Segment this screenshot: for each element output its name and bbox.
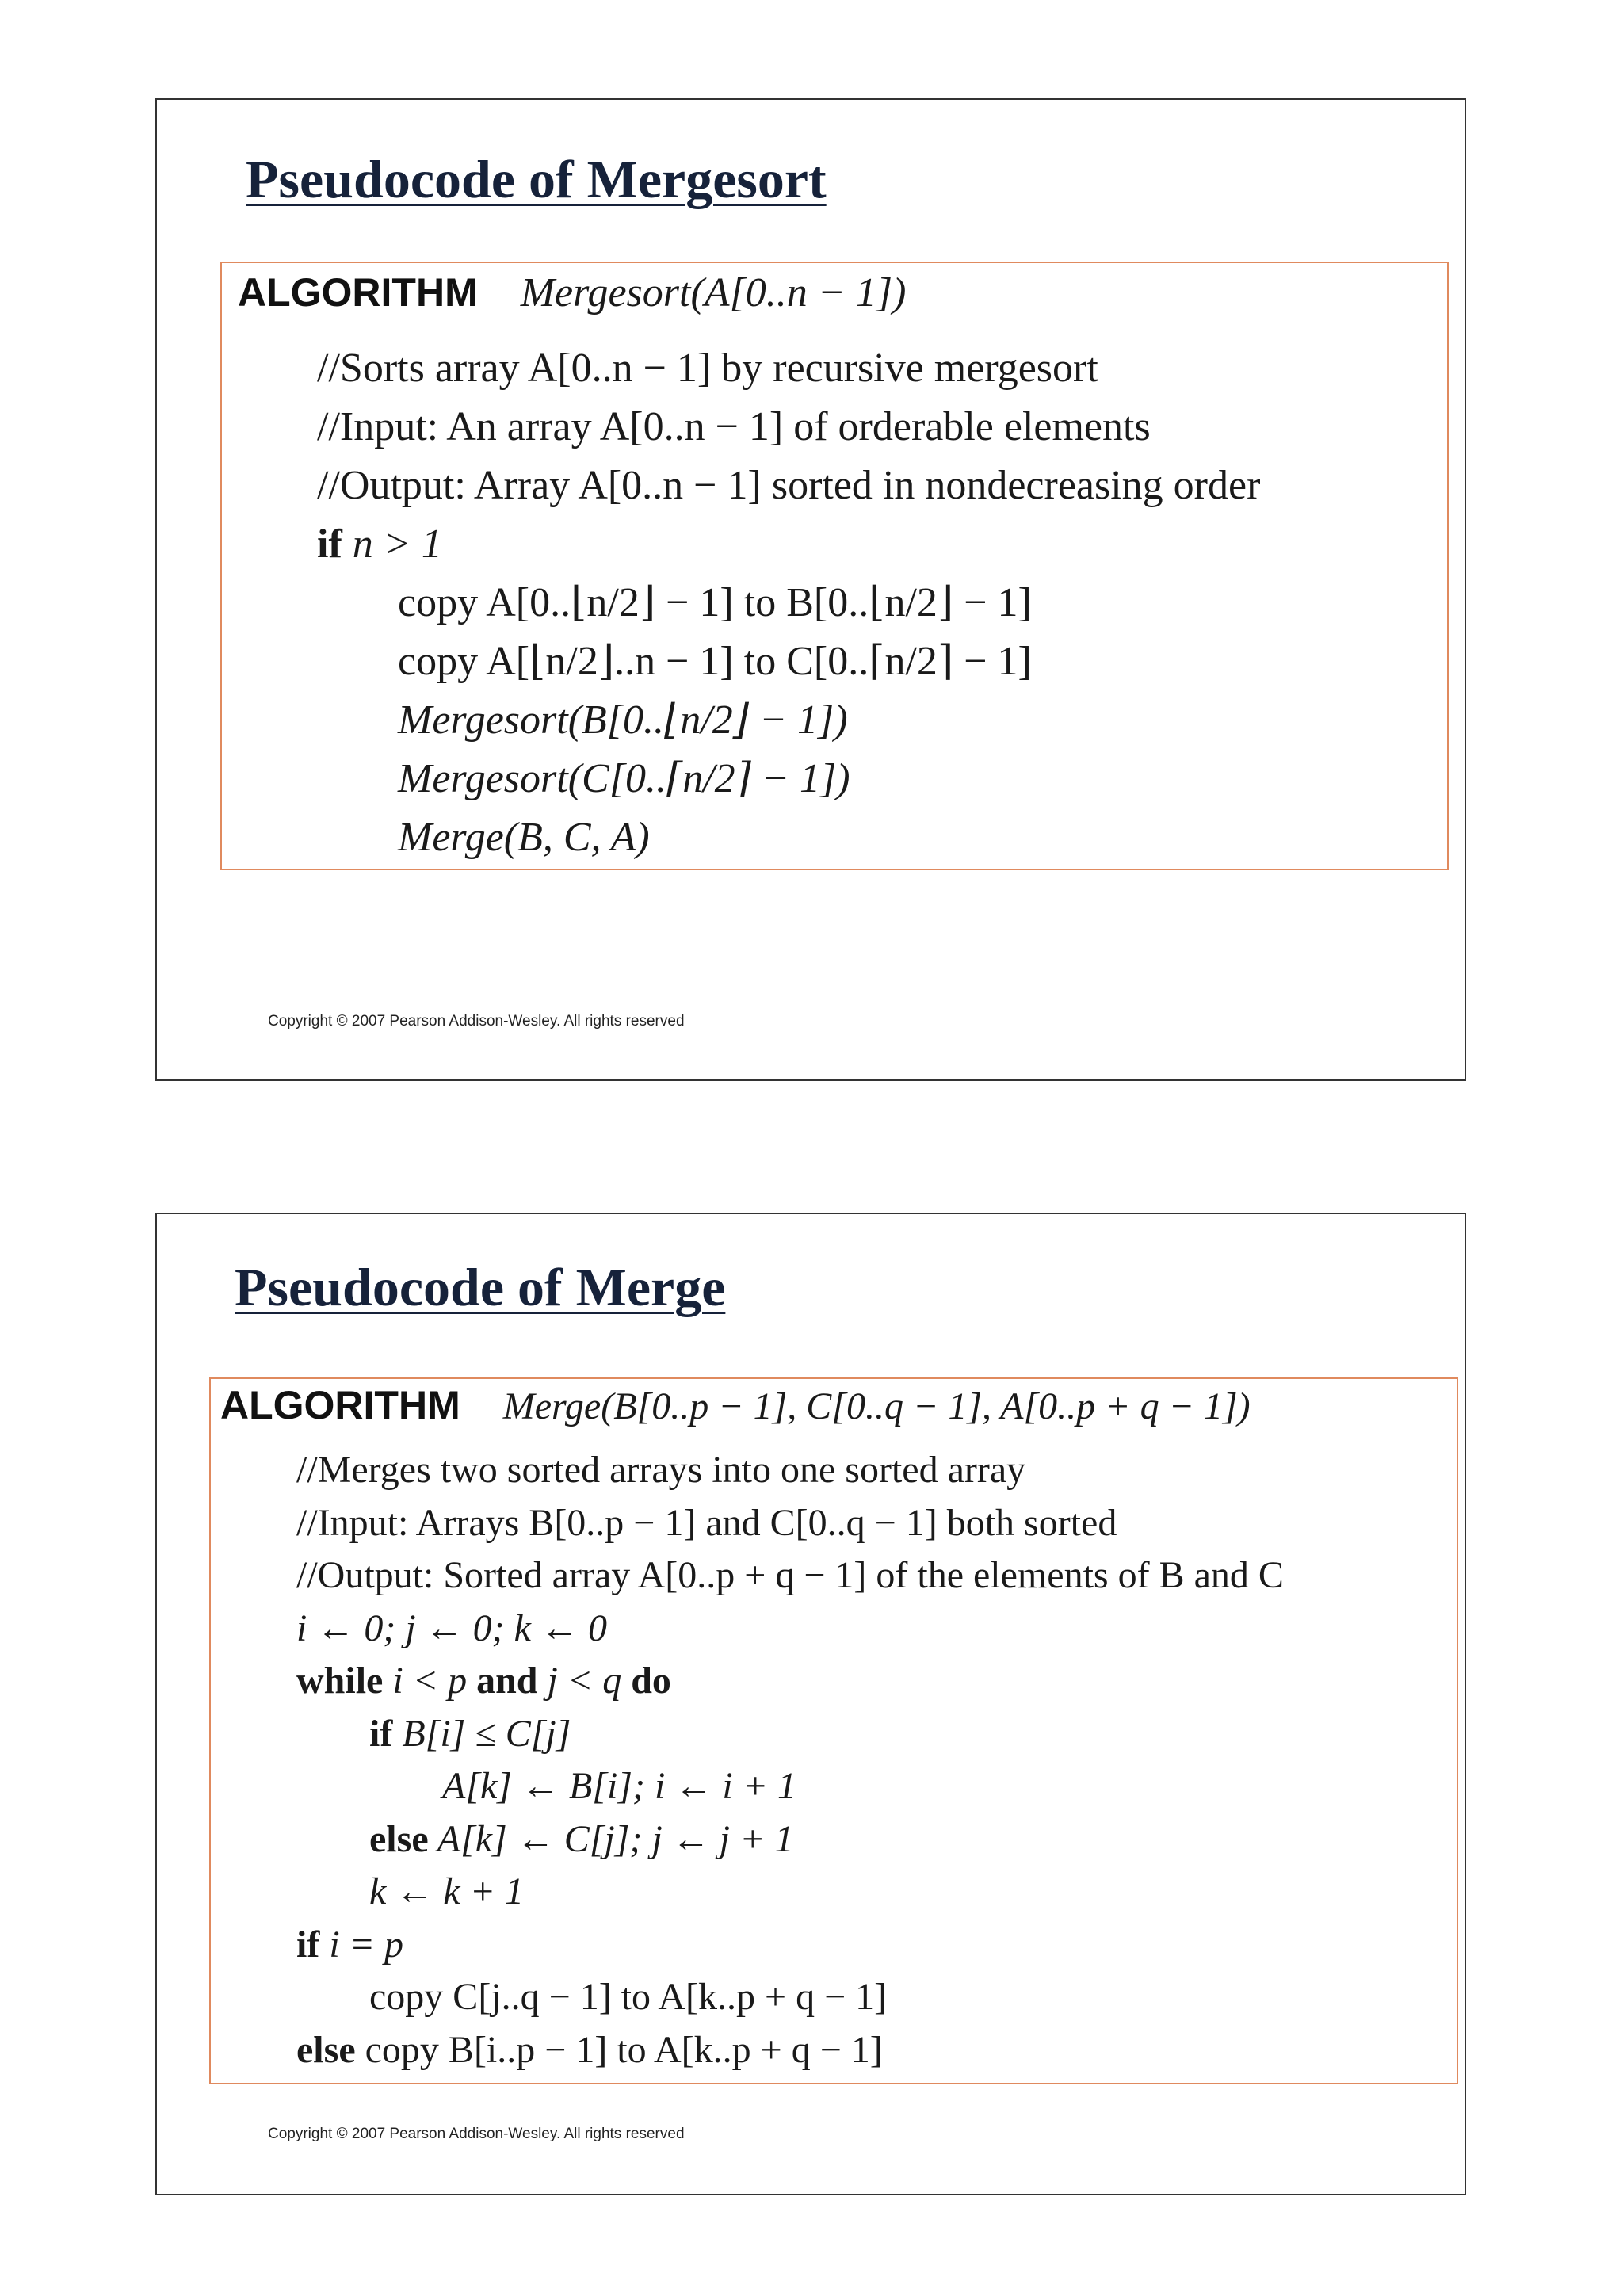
- code-line: [296, 1655, 671, 1707]
- code-token: i ← 0; j ← 0; k ← 0: [296, 1606, 607, 1649]
- code-token: j < q: [537, 1660, 632, 1702]
- code-line: [369, 1813, 794, 1866]
- code-token: i < p: [383, 1660, 477, 1702]
- code-line: [296, 1549, 1284, 1602]
- code-line: [296, 1919, 403, 1971]
- keyword-token: else: [296, 2028, 356, 2071]
- code-line: [317, 515, 442, 574]
- code-line: [369, 1708, 571, 1760]
- code-token: copy A[0..⌊n/2⌋ − 1] to B[0..⌊n/2⌋ − 1]: [398, 580, 1032, 625]
- keyword-token: if: [296, 1923, 320, 1966]
- code-token: //Merges two sorted arrays into one sorted array: [296, 1449, 1026, 1491]
- algorithm-signature: Merge(B[0..p − 1], C[0..q − 1], A[0..p + q − 1]): [502, 1385, 1251, 1427]
- code-line: [296, 1497, 1117, 1549]
- code-token: copy B[i..p − 1] to A[k..p + q − 1]: [355, 2028, 883, 2071]
- algorithm-signature: Mergesort(A[0..n − 1]): [520, 270, 907, 315]
- copyright-notice: Copyright © 2007 Pearson Addison-Wesley. All rights reserved: [268, 2126, 685, 2142]
- code-token: Merge(B, C, A): [398, 815, 650, 860]
- code-token: Mergesort(B[0..⌊n/2⌋ − 1]): [398, 697, 848, 743]
- code-token: //Output: Array A[0..n − 1] sorted in nondecreasing order: [317, 463, 1261, 508]
- slide-merge: [155, 1213, 1466, 2195]
- code-line: [398, 632, 1032, 691]
- code-token: Mergesort(C[0..⌈n/2⌉ − 1]): [398, 756, 850, 801]
- algorithm-box: [209, 1377, 1458, 2084]
- algorithm-header: [220, 1382, 1251, 1428]
- code-line: [317, 457, 1260, 515]
- code-token: i = p: [319, 1923, 404, 1966]
- code-line: [317, 339, 1098, 398]
- keyword-token: do: [631, 1660, 671, 1702]
- copyright-notice: Copyright © 2007 Pearson Addison-Wesley. All rights reserved: [268, 1013, 685, 1030]
- code-token: A[k] ← B[i]; i ← i + 1: [442, 1765, 797, 1807]
- code-line: [398, 808, 650, 867]
- algorithm-header: [238, 269, 906, 316]
- code-line: [296, 1444, 1025, 1496]
- code-line: [296, 2024, 883, 2076]
- code-token: //Output: Sorted array A[0..p + q − 1] of the elements of B and C: [296, 1554, 1284, 1596]
- slide-mergesort: [155, 98, 1466, 1081]
- code-token: copy A[⌊n/2⌋..n − 1] to C[0..⌈n/2⌉ − 1]: [398, 639, 1032, 684]
- code-token: k ← k + 1: [369, 1870, 524, 1912]
- code-token: n > 1: [342, 521, 442, 567]
- code-line: [442, 1760, 796, 1813]
- code-token: copy C[j..q − 1] to A[k..p + q − 1]: [369, 1976, 888, 2018]
- code-token: A[k] ← C[j]; j ← j + 1: [428, 1817, 794, 1860]
- code-line: [317, 398, 1151, 457]
- algorithm-keyword: ALGORITHM: [238, 270, 478, 315]
- slide-title: Pseudocode of Merge: [235, 1257, 726, 1317]
- keyword-token: if: [317, 521, 342, 567]
- keyword-token: else: [369, 1817, 429, 1860]
- code-line: [398, 750, 850, 808]
- code-line: [398, 691, 848, 750]
- code-token: //Sorts array A[0..n − 1] by recursive mergesort: [317, 346, 1098, 391]
- code-line: [369, 1866, 524, 1918]
- keyword-token: and: [476, 1660, 538, 1702]
- code-token: //Input: Arrays B[0..p − 1] and C[0..q − 1] both sorted: [296, 1501, 1117, 1544]
- algorithm-keyword: ALGORITHM: [220, 1383, 460, 1427]
- code-line: [369, 1971, 887, 2023]
- algorithm-box: [220, 262, 1449, 870]
- keyword-token: while: [296, 1660, 384, 1702]
- keyword-token: if: [369, 1712, 393, 1755]
- code-line: [296, 1603, 607, 1655]
- code-line: [398, 574, 1032, 632]
- slide-title: Pseudocode of Mergesort: [246, 149, 827, 209]
- code-token: B[i] ≤ C[j]: [392, 1712, 571, 1755]
- code-token: //Input: An array A[0..n − 1] of orderable elements: [317, 404, 1151, 449]
